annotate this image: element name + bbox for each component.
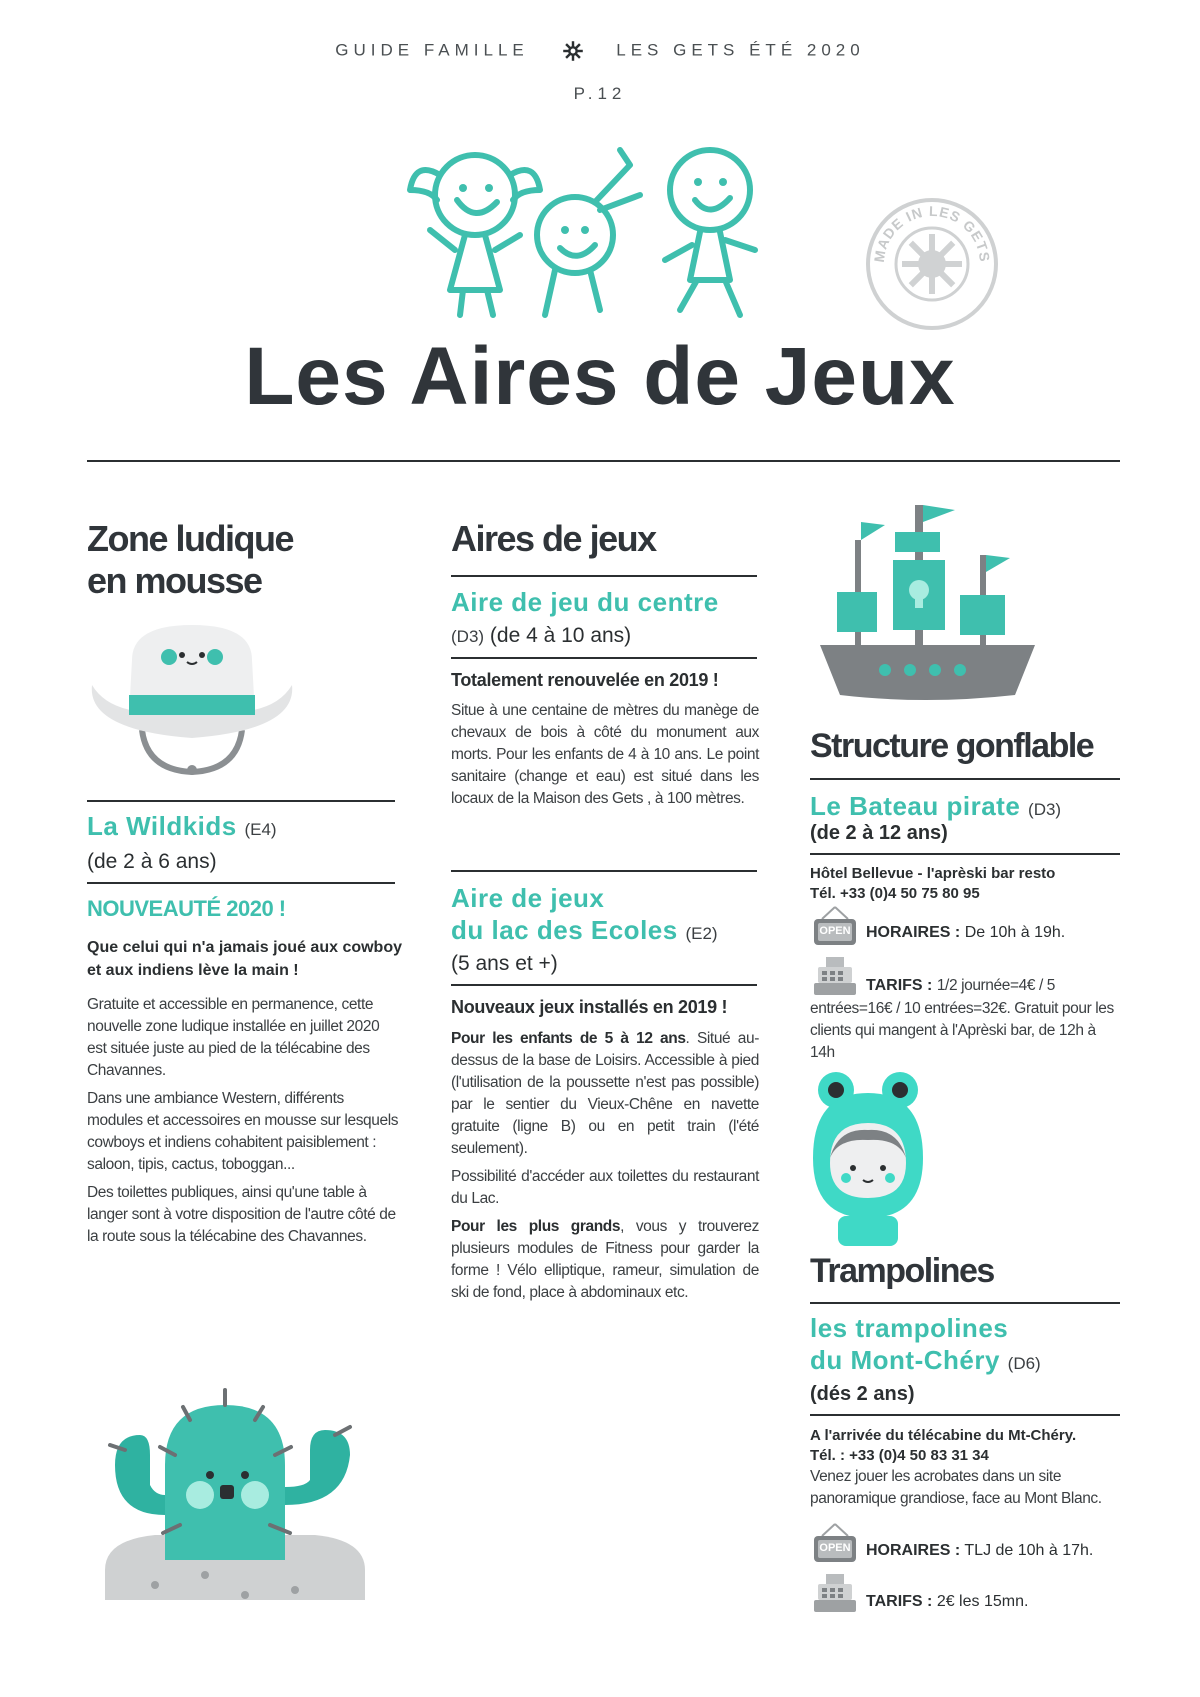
phone-number: Tél. +33 (0)4 50 75 80 95 — [810, 885, 980, 902]
open-sign-text: OPEN — [819, 1542, 851, 1554]
divider — [451, 870, 757, 872]
bold-text: Pour les enfants de 5 à 12 ans — [451, 1030, 686, 1047]
header-right: LES GETS ÉTÉ 2020 — [616, 40, 865, 60]
aire-lac-title — [451, 882, 718, 950]
venue-name: Hôtel Bellevue - l'aprèski bar resto — [810, 865, 1056, 882]
bold-text: Pour les plus grands — [451, 1218, 621, 1235]
zone-ludique-heading — [87, 518, 293, 602]
made-in-les-gets-stamp — [864, 196, 1000, 332]
paragraph-text: , vous y trouverez plusieurs modules de Fitness pour garder la forme ! Vélo elliptique, rameur, simulation de ski de fond, place à abdominaux etc. — [451, 1218, 759, 1301]
map-code: (E2) — [685, 924, 718, 943]
divider — [810, 1302, 1120, 1304]
wildkids-description — [87, 994, 399, 1254]
paragraph: Possibilité d'accéder aux toilettes du restaurant du Lac. — [451, 1168, 759, 1207]
aire-lac-description — [451, 1028, 759, 1310]
pirate-ship-illustration — [815, 500, 1040, 705]
divider — [87, 800, 395, 802]
lead-line: et aux indiens lève la main ! — [87, 962, 299, 979]
bateau-pirate-title — [810, 790, 1061, 826]
new-badge: NOUVEAUTÉ 2020 ! — [87, 896, 286, 921]
open-sign-icon — [812, 1522, 858, 1564]
hours-label: HORAIRES : — [866, 924, 961, 941]
cowboy-hat-illustration — [87, 620, 297, 780]
tarifs-value: 1/2 journée=4€ / 5 — [936, 977, 1056, 994]
bateau-tarifs — [866, 975, 1055, 997]
map-code: (D6) — [1007, 1354, 1041, 1373]
lead-text — [87, 936, 407, 982]
age-range: (de 2 à 6 ans) — [87, 850, 217, 873]
lead-text: Totalement renouvelée en 2019 ! — [451, 670, 719, 690]
venue-name: A l'arrivée du télécabine du Mt-Chéry. — [810, 1427, 1077, 1444]
age-range: (de 2 à 12 ans) — [810, 822, 948, 844]
divider — [810, 778, 1120, 780]
wildkids-title — [87, 810, 277, 846]
divider — [451, 984, 757, 986]
open-sign-text: OPEN — [819, 925, 851, 937]
paragraph: Situe à une centaine de mètres du manège de chevaux de bois à côté du monument aux morts. Pour les enfants de 4 à 10 ans. Le point sanitaire (change et eau) est situé dans les locaux de la Maison des Gets , à 100 mètres. — [451, 702, 759, 807]
area-name: les trampolines — [810, 1313, 1009, 1343]
trampolines-heading: Trampolines — [810, 1252, 994, 1290]
age-range: (dés 2 ans) — [810, 1383, 915, 1405]
structure-gonflable-heading: Structure gonflable — [810, 727, 1094, 765]
trampolines-hours — [866, 1542, 1093, 1560]
area-name: du Mont-Chéry — [810, 1345, 1000, 1375]
lead-text: Nouveaux jeux installés en 2019 ! — [451, 997, 728, 1017]
cash-register-icon — [812, 1572, 858, 1614]
hours-value: TLJ de 10h à 17h. — [964, 1542, 1094, 1559]
tarifs-label: TARIFS : — [866, 1593, 933, 1610]
paragraph: Dans une ambiance Western, différents modules et accessoires en mousse sur lesquels cowboys et indiens cohabitent paisiblement : saloon, tipis, cactus, toboggan... — [87, 1090, 399, 1173]
phone-number: Tél. : +33 (0)4 50 83 31 34 — [810, 1447, 989, 1464]
area-name: du lac des Ecoles — [451, 915, 678, 945]
trampolines-title — [810, 1312, 1041, 1380]
map-code: (D3) — [1028, 800, 1062, 819]
age-range: (de 4 à 10 ans) — [489, 624, 632, 647]
heading-line: en mousse — [87, 560, 262, 601]
age-range: (5 ans et +) — [451, 952, 558, 975]
trampolines-tarifs — [866, 1593, 1028, 1611]
hours-label: HORAIRES : — [866, 1542, 961, 1559]
snowflake-icon — [555, 40, 591, 62]
divider — [451, 657, 757, 659]
area-name: Aire de jeux — [451, 883, 605, 913]
aire-centre-meta — [451, 624, 631, 648]
header-left: GUIDE FAMILLE — [335, 40, 529, 60]
open-sign-icon — [812, 905, 858, 947]
aires-de-jeux-heading: Aires de jeux — [451, 518, 656, 559]
kids-illustration — [405, 140, 805, 330]
divider — [87, 882, 395, 884]
aire-centre-title: Aire de jeu du centre — [451, 587, 719, 617]
paragraph: Des toilettes publiques, ainsi qu'une table à langer sont à votre disposition de l'autre côté de la route sous la télécabine des Chavannes. — [87, 1184, 396, 1245]
divider — [810, 1414, 1120, 1416]
tarifs-value: 2€ les 15mn. — [936, 1593, 1029, 1610]
map-code: (E4) — [244, 820, 277, 839]
divider — [810, 853, 1120, 855]
frog-kid-illustration — [808, 1068, 928, 1248]
title-divider — [87, 460, 1120, 462]
area-name: Le Bateau pirate — [810, 791, 1021, 821]
aire-centre-description — [451, 700, 759, 816]
page-title: Les Aires de Jeux — [244, 331, 956, 422]
paragraph-text: . Situé au-dessus de la base de Loisirs. Accessible à pied (l'utilisation de la poussette n'est pas possible) par le sentier du Vieux-Chêne en navette gratuite (ligne B) ou en petit train (l'été seulement). — [451, 1030, 759, 1157]
bateau-hours — [866, 924, 1065, 942]
heading-line: Zone ludique — [87, 518, 293, 559]
cash-register-icon — [812, 955, 858, 997]
trampolines-contact — [810, 1426, 1076, 1466]
map-code: (D3) — [451, 627, 485, 646]
area-name: La Wildkids — [87, 811, 237, 841]
paragraph: Gratuite et accessible en permanence, cette nouvelle zone ludique installée en juillet 2020 est située juste au pied de la télécabine des Chavannes. — [87, 996, 380, 1079]
stamp-text: MADE IN LES GETS — [870, 202, 994, 264]
page-number: P.12 — [573, 84, 627, 103]
hours-value: De 10h à 19h. — [964, 924, 1066, 941]
cactus-illustration — [95, 1375, 375, 1610]
lead-line: Que celui qui n'a jamais joué aux cowboy — [87, 939, 402, 956]
tarifs-label: TARIFS : — [866, 977, 933, 994]
divider — [451, 575, 757, 577]
running-header — [0, 40, 1200, 62]
trampolines-description: Venez jouer les acrobates dans un site panoramique grandiose, face au Mont Blanc. — [810, 1468, 1102, 1507]
bateau-tarifs-details: entrées=16€ / 10 entrées=32€. Gratuit pour les clients qui mangent à l'Aprèski bar, de 12h à 14h — [810, 1000, 1114, 1061]
bateau-contact — [810, 864, 1055, 904]
